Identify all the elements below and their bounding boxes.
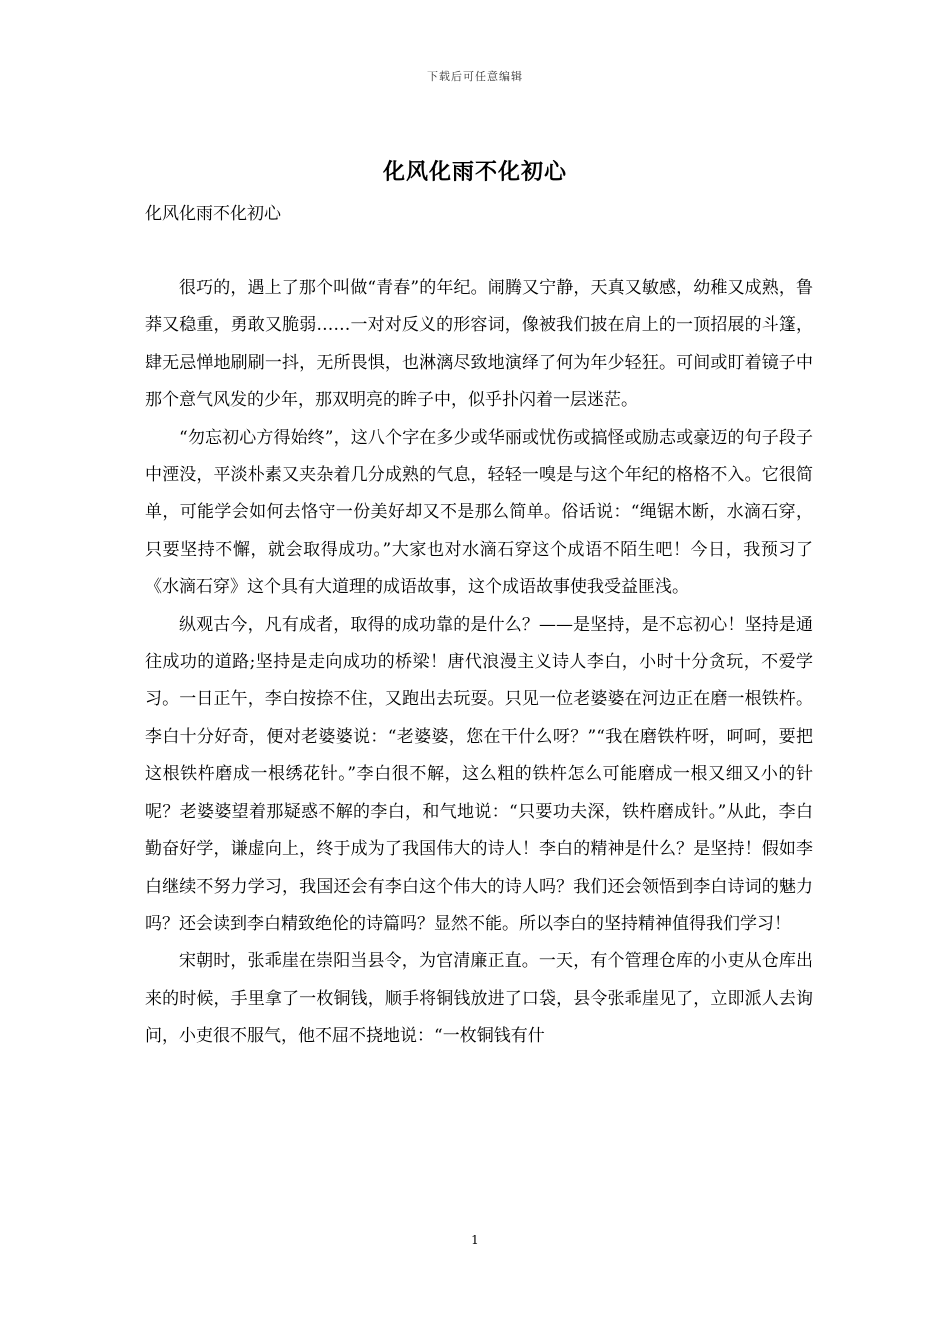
document-body <box>145 270 813 1056</box>
paragraph: 很巧的，遇上了那个叫做“青春”的年纪。闹腾又宁静，天真又敏感，幼稚又成熟，鲁莽又稳重，勇敢又脆弱……一对对反义的形容词，像被我们披在肩上的一顶招展的斗篷，肆无忌惮地刷刷一抖，无所畏惧，也淋漓尽致地演绎了何为年少轻狂。可间或盯着镜子中那个意气风发的少年，那双明亮的眸子中，似乎扑闪着一层迷茫。 <box>145 278 813 411</box>
paragraph: 纵观古今，凡有成者，取得的成功靠的是什么？——是坚持，是不忘初心！坚持是通往成功的道路;坚持是走向成功的桥梁！唐代浪漫主义诗人李白，小时十分贪玩，不爱学习。一日正午，李白按捺不住，又跑出去玩耍。只见一位老婆婆在河边正在磨一根铁杵。李白十分好奇，便对老婆婆说：“老婆婆，您在干什么呀？”“我在磨铁杵呀，呵呵，要把这根铁杵磨成一根绣花针。”李白很不解，这么粗的铁杵怎么可能磨成一根又细又小的针呢？老婆婆望着那疑惑不解的李白，和气地说：“只要功夫深，铁杵磨成针。”从此，李白勤奋好学，谦虚向上，终于成为了我国伟大的诗人！李白的精神是什么？是坚持！假如李白继续不努力学习，我国还会有李白这个伟大的诗人吗？我们还会领悟到李白诗词的魅力吗？还会读到李白精致绝伦的诗篇吗？显然不能。所以李白的坚持精神值得我们学习！ <box>145 614 813 934</box>
document-title: 化风化雨不化初心 <box>382 160 567 185</box>
document-subtitle: 化风化雨不化初心 <box>145 204 281 224</box>
page-number: 1 <box>471 1233 479 1247</box>
header-note: 下载后可任意编辑 <box>427 70 523 83</box>
paragraph: “勿忘初心方得始终”，这八个字在多少或华丽或忧伤或搞怪或励志或豪迈的句子段子中湮没，平淡朴素又夹杂着几分成熟的气息，轻轻一嗅是与这个年纪的格格不入。它很简单，可能学会如何去恪守一份美好却又不是那么简单。俗话说：“绳锯木断，水滴石穿，只要坚持不懈，就会取得成功。”大家也对水滴石穿这个成语不陌生吧！今日，我预习了《水滴石穿》这个具有大道理的成语故事，这个成语故事使我受益匪浅。 <box>145 427 813 598</box>
paragraph: 宋朝时，张乖崖在崇阳当县令，为官清廉正直。一天，有个管理仓库的小吏从仓库出来的时候，手里拿了一枚铜钱，顺手将铜钱放进了口袋，县令张乖崖见了，立即派人去询问，小吏很不服气，他不屈不挠地说：“一枚铜钱有什 <box>145 951 813 1047</box>
